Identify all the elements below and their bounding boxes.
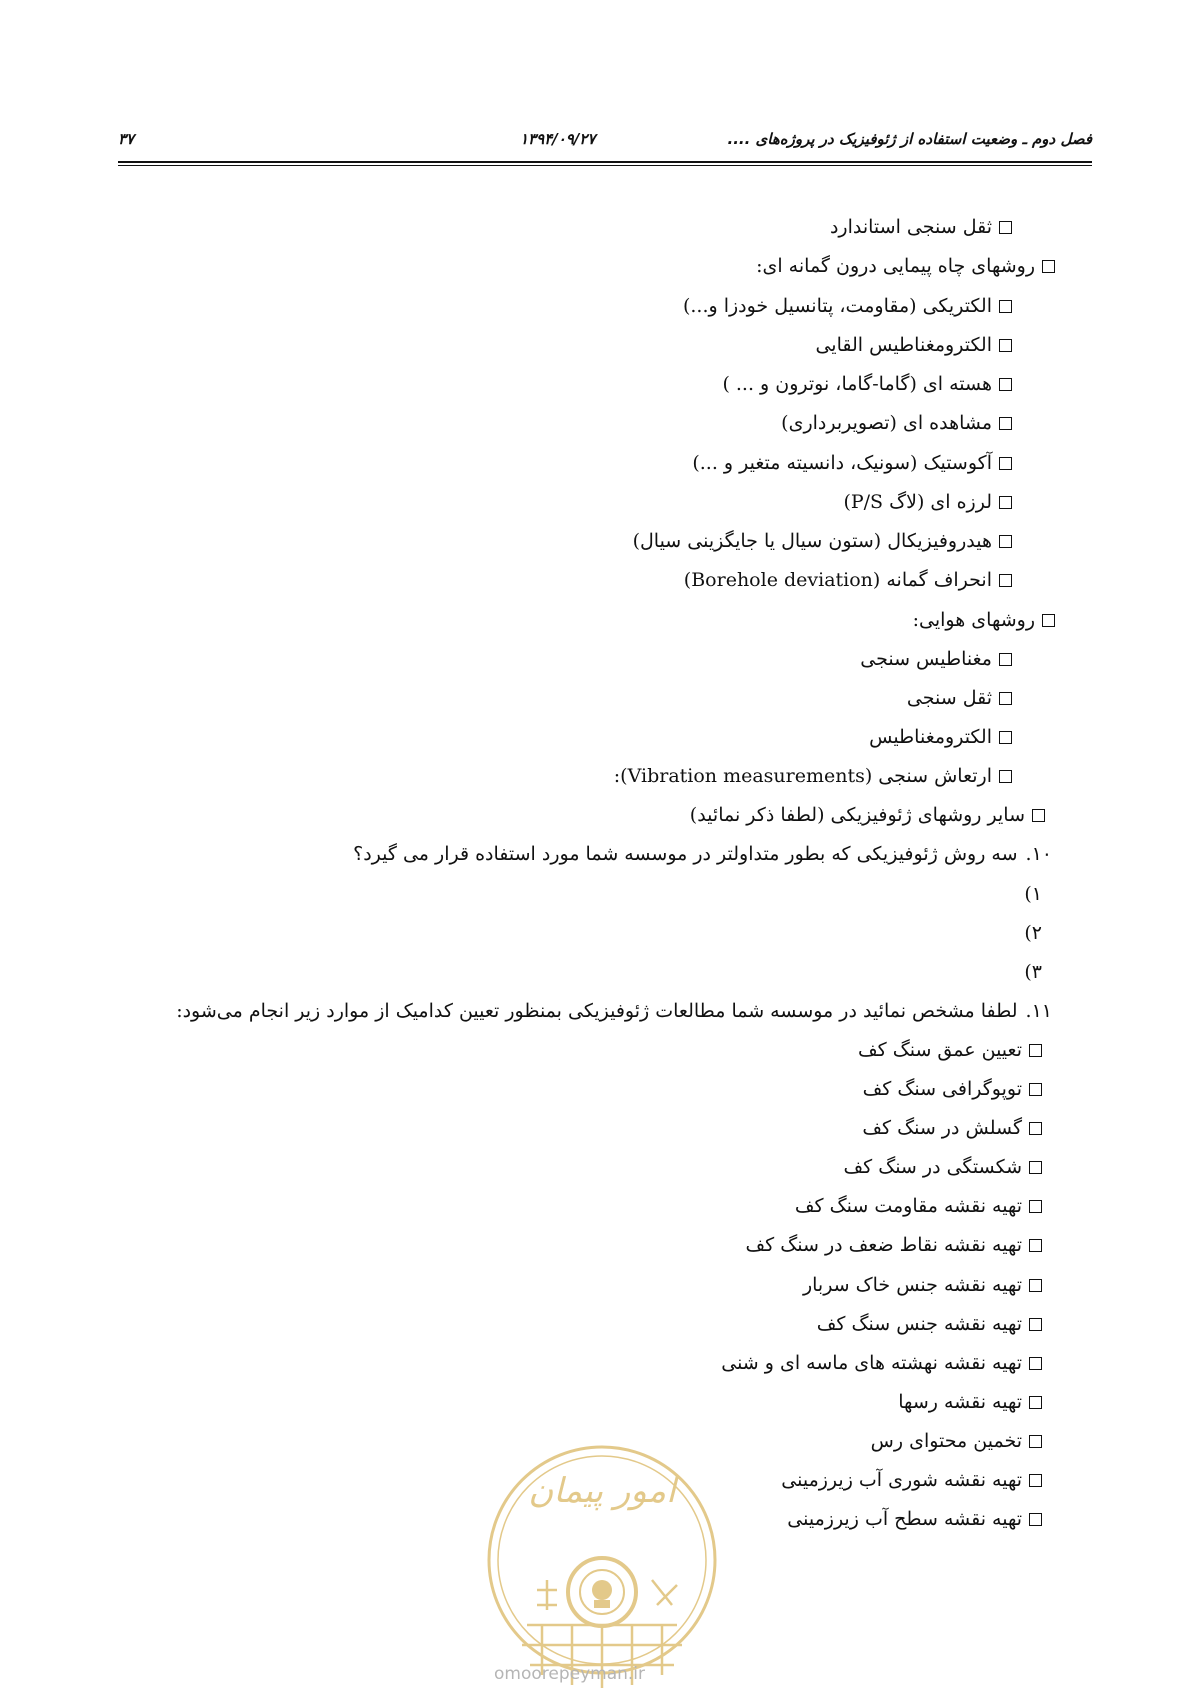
checkbox[interactable] <box>999 339 1012 352</box>
checkbox-option <box>795 1194 1042 1218</box>
checkbox-option <box>721 1351 1042 1375</box>
item-text: تهیه نقشه جنس خاک سربار <box>802 1274 1022 1296</box>
checkbox[interactable] <box>999 300 1012 313</box>
item-text: لرزه ای (لاگ P/S) <box>843 491 992 513</box>
checkbox-option <box>843 1155 1042 1179</box>
item-text: مغناطیس سنجی <box>860 648 992 670</box>
checkbox[interactable] <box>1042 614 1055 627</box>
item-text: لطفا مشخص نمائید در موسسه شما مطالعات ژئوفیزیکی بمنظور تعیین کدامیک از موارد زیر انجام می‌شود: <box>176 1000 1018 1022</box>
item-text: هیدروفیزیکال (ستون سیال یا جایگزینی سیال) <box>632 530 992 552</box>
item-text: تهیه نقشه مقاومت سنگ کف <box>794 1195 1022 1217</box>
checkbox-option <box>746 1233 1042 1257</box>
item-text: تعیین عمق سنگ کف <box>857 1039 1022 1061</box>
item-text: روشهای هوایی: <box>912 609 1035 631</box>
checkbox[interactable] <box>999 496 1012 509</box>
item-text: سه روش ژئوفیزیکی که بطور متداولتر در موسسه شما مورد استفاده قرار می گیرد؟ <box>353 843 1018 865</box>
checkbox-option <box>862 1116 1042 1140</box>
question-item <box>176 999 1052 1023</box>
header-rule-thin <box>118 165 1092 166</box>
checkbox-option <box>803 1273 1042 1297</box>
checkbox-option <box>815 333 1012 357</box>
checkbox-option <box>858 1038 1042 1062</box>
checkbox-option <box>781 1468 1042 1492</box>
item-text: هسته ای (گاما-گاما، نوترون و ... ) <box>722 373 992 395</box>
checkbox-option <box>722 372 1012 396</box>
page-number: ۳۷ <box>118 130 135 148</box>
item-text: ارتعاش سنجی (Vibration measurements): <box>613 765 992 787</box>
checkbox-option <box>787 1507 1042 1531</box>
question-number: ۱۱. <box>1025 1000 1052 1022</box>
checkbox[interactable] <box>999 378 1012 391</box>
item-text: تهیه نقشه نقاط ضعف در سنگ کف <box>745 1234 1022 1256</box>
chapter-title: فصل دوم ـ وضعیت استفاده از ژئوفیزیک در پروژه‌های .... <box>727 130 1092 148</box>
checkbox[interactable] <box>1029 1357 1042 1370</box>
item-text: ۳) <box>1024 961 1042 983</box>
watermark-site: omoorepeyman.ir <box>494 1664 646 1684</box>
page-header <box>118 130 1092 158</box>
checkbox[interactable] <box>1029 1435 1042 1448</box>
checkbox[interactable] <box>1029 1044 1042 1057</box>
checkbox[interactable] <box>999 574 1012 587</box>
item-text: شکستگی در سنگ کف <box>843 1156 1022 1178</box>
watermark-logo <box>482 1440 722 1690</box>
checkbox-option <box>898 1390 1042 1414</box>
question-item <box>353 842 1052 866</box>
checkbox-option <box>614 764 1012 788</box>
item-text: تهیه نقشه سطح آب زیرزمینی <box>787 1508 1022 1530</box>
item-text: آکوستیک (سونیک، دانسیته متغیر و ...) <box>692 452 992 474</box>
checkbox[interactable] <box>1032 809 1045 822</box>
item-text: ثقل سنجی <box>906 687 992 709</box>
checkbox-option <box>913 608 1055 632</box>
checkbox[interactable] <box>1029 1161 1042 1174</box>
item-text: ۲) <box>1024 922 1042 944</box>
checkbox[interactable] <box>999 731 1012 744</box>
watermark-logo-text: امور پیمان <box>528 1471 676 1511</box>
checkbox-option <box>843 490 1012 514</box>
question-number: ۱۰. <box>1025 843 1052 865</box>
checkbox[interactable] <box>999 692 1012 705</box>
checkbox[interactable] <box>1029 1122 1042 1135</box>
checkbox[interactable] <box>1029 1239 1042 1252</box>
checkbox-option <box>817 1312 1042 1336</box>
header-rule <box>118 161 1092 163</box>
item-text: تهیه نقشه جنس سنگ کف <box>816 1313 1022 1335</box>
header-date: ۱۳۹۴/۰۹/۲۷ <box>520 130 596 148</box>
checkbox[interactable] <box>1029 1513 1042 1526</box>
checkbox[interactable] <box>1029 1279 1042 1292</box>
checkbox-option <box>907 686 1012 710</box>
item-text: مشاهده ای (تصویربرداری) <box>781 412 992 434</box>
checkbox[interactable] <box>1029 1318 1042 1331</box>
item-text: الکترومغناطیس <box>869 726 992 748</box>
answer-line <box>1024 921 1042 945</box>
item-text: سایر روشهای ژئوفیزیکی (لطفا ذکر نمائید) <box>689 804 1025 826</box>
checkbox[interactable] <box>1029 1083 1042 1096</box>
checkbox[interactable] <box>999 653 1012 666</box>
checkbox-option <box>633 529 1012 553</box>
checkbox-option <box>869 725 1012 749</box>
checkbox-option <box>871 1429 1042 1453</box>
item-text: الکترومغناطیس القایی <box>815 334 992 356</box>
checkbox[interactable] <box>999 535 1012 548</box>
item-text: انحراف گمانه (Borehole deviation) <box>683 569 992 591</box>
checkbox[interactable] <box>999 457 1012 470</box>
checkbox-option <box>830 215 1012 239</box>
checkbox[interactable] <box>1042 260 1055 273</box>
item-text: تخمین محتوای رس <box>870 1430 1022 1452</box>
answer-line <box>1024 960 1042 984</box>
item-text: گسلش در سنگ کف <box>862 1117 1022 1139</box>
checkbox-option <box>781 411 1012 435</box>
checkbox[interactable] <box>999 770 1012 783</box>
item-text: ثقل سنجی استاندارد <box>829 216 992 238</box>
checkbox-option <box>692 451 1012 475</box>
checkbox[interactable] <box>999 221 1012 234</box>
checkbox-option <box>756 254 1055 278</box>
checkbox[interactable] <box>1029 1474 1042 1487</box>
answer-line <box>1024 882 1042 906</box>
checkbox-option <box>683 294 1012 318</box>
item-text: روشهای چاه پیمایی درون گمانه ای: <box>756 255 1035 277</box>
checkbox-option <box>684 568 1012 592</box>
item-text: تهیه نقشه شوری آب زیرزمینی <box>781 1469 1022 1491</box>
item-text: الکتریکی (مقاومت، پتانسیل خودزا و...) <box>682 295 992 317</box>
item-text: تهیه نقشه نهشته های ماسه ای و شنی <box>721 1352 1022 1374</box>
checkbox[interactable] <box>999 417 1012 430</box>
item-text: توپوگرافی سنگ کف <box>862 1078 1022 1100</box>
checkbox-option <box>863 1077 1042 1101</box>
checkbox-option <box>690 803 1045 827</box>
checkbox[interactable] <box>1029 1396 1042 1409</box>
item-text: تهیه نقشه رسها <box>898 1391 1022 1413</box>
checkbox-option <box>860 647 1012 671</box>
item-text: ۱) <box>1024 883 1042 905</box>
checkbox[interactable] <box>1029 1200 1042 1213</box>
